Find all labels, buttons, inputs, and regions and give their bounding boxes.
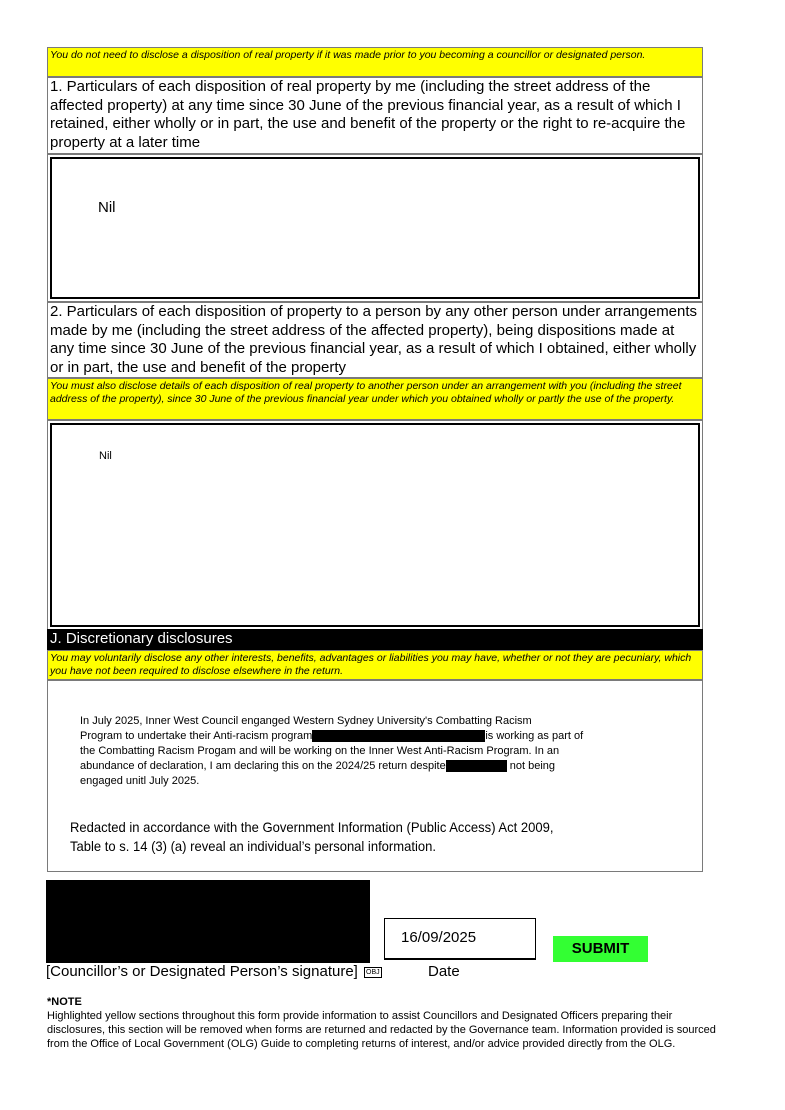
- redaction-notice-line-2: Table to s. 14 (3) (a) reveal an individual’s personal information.: [70, 838, 436, 854]
- note-title: *NOTE: [47, 996, 82, 1008]
- disclosure-line-2b: is working as part of: [485, 730, 584, 742]
- disclosure-line-1: In July 2025, Inner West Council enganged Western Sydney University's Combatting Racism: [80, 715, 532, 727]
- disclosure-line-3: the Combatting Racism Progam and will be working on the Inner West Anti-Racism Program. In an: [80, 745, 560, 757]
- answer-1-field[interactable]: [50, 157, 700, 299]
- section-j-heading: J. Discretionary disclosures: [47, 629, 703, 650]
- date-label: Date: [428, 963, 460, 980]
- arrangement-hint: You must also disclose details of each disposition of real property to another person under an arrangement with you (including the street address of the property), since 30 June of the previous financial year under which you obtained wholly or partly the use of the property.: [47, 378, 703, 420]
- obj-placeholder-icon: OBJ: [366, 968, 380, 976]
- disclosure-line-4b: not being: [509, 760, 556, 772]
- discretionary-text: [80, 714, 680, 789]
- submit-button[interactable]: SUBMIT: [553, 936, 648, 962]
- redaction-notice: [70, 818, 647, 856]
- disclosure-line-4: [80, 759, 680, 774]
- disclosure-line-2: [80, 729, 680, 744]
- answer-2-text: Nil: [99, 450, 112, 462]
- note-text: Highlighted yellow sections throughout this form provide information to assist Councillors and Designated Officers preparing their disclosures, this section will be removed when forms are returned and redacted by the Governance team. Information provided is sourced from the Office of Local Government (OLG) Guide to completing returns of interest, and/or advice provided directly from the OLG.: [47, 1010, 716, 1050]
- discretionary-disclosure-box[interactable]: [47, 680, 703, 872]
- question-2: 2. Particulars of each disposition of property to a person by any other person under arrangements made by me (including the street address of the affected property), being dispositions made at any time since 30 June of the previous financial year, as a result of which I obtained, either wholly or in part, the use and benefit of the property: [47, 302, 703, 378]
- disclosure-line-5: engaged unitl July 2025.: [80, 775, 200, 787]
- date-field[interactable]: 16/09/2025: [384, 918, 536, 960]
- answer-1-container: [47, 154, 703, 302]
- redaction-block: [446, 760, 507, 772]
- redaction-block: [312, 730, 485, 742]
- signature-label-text: [Councillor’s or Designated Person’s signature]: [46, 963, 358, 980]
- answer-1-text: Nil: [98, 199, 116, 216]
- prior-disposal-hint: You do not need to disclose a disposition of real property if it was made prior to you becoming a councillor or designated person.: [47, 47, 703, 77]
- signature-field[interactable]: [46, 880, 370, 963]
- discretionary-hint: You may voluntarily disclose any other interests, benefits, advantages or liabilities you may have, whether or not they are pecuniary, which you have not been required to disclose elsewhere in the return.: [47, 650, 703, 680]
- disclosure-line-2a: Program to undertake their Anti-racism program: [80, 730, 313, 742]
- signature-label: [46, 963, 382, 981]
- answer-2-container: [47, 420, 703, 630]
- answer-2-field[interactable]: [50, 423, 700, 627]
- question-1: 1. Particulars of each disposition of real property by me (including the street address of the affected property) at any time since 30 June of the previous financial year, as a result of which I retained, either wholly or in part, the use and benefit of the property or the right to re-acquire the property at a later time: [47, 77, 703, 154]
- disclosure-line-4a: abundance of declaration, I am declaring this on the 2024/25 return despite: [80, 760, 446, 772]
- redaction-notice-line-1: Redacted in accordance with the Government Information (Public Access) Act 2009,: [70, 819, 554, 835]
